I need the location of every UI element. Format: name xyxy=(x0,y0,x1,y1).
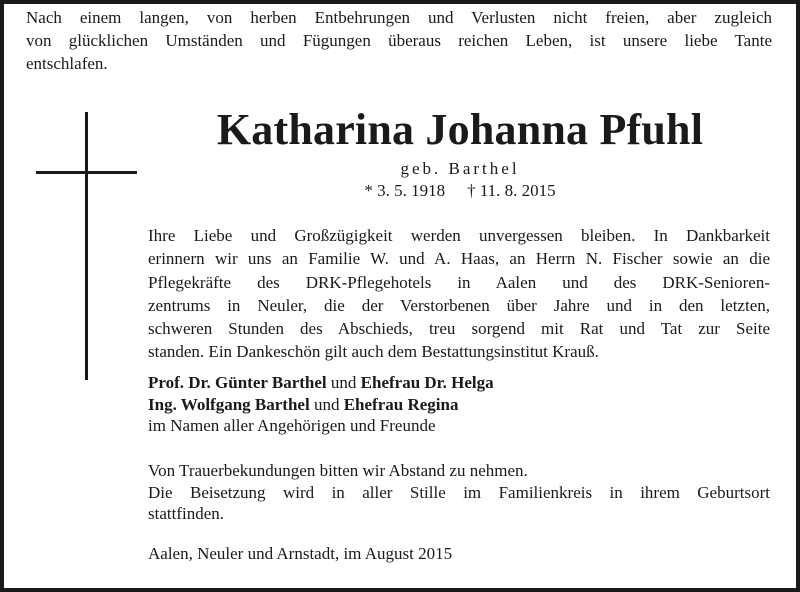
thanks-line: standen. Ein Dankeschön gilt auch dem Bestattungsinstitut Krauß. xyxy=(148,342,599,362)
signer-name: Ing. Wolfgang Barthel xyxy=(148,394,310,414)
signer-name: Prof. Dr. Günter Barthel xyxy=(148,373,327,392)
thanks-line: erinnern wir uns an Familie W. und A. Haas, an Herrn N. Fischer sowie an die xyxy=(148,249,770,269)
notice-line: Von Trauerbekundungen bitten wir Abstand zu nehmen. xyxy=(148,461,528,480)
intro-line: entschlafen. xyxy=(26,54,108,73)
birth-date: * 3. 5. 1918 xyxy=(364,181,446,200)
notice-line: Die Beisetzung wird in aller Stille im Familienkreis in ihrem Geburtsort xyxy=(148,482,770,502)
intro-line: von glücklichen Umständen und Fügungen überaus reichen Leben, ist unsere liebe Tante xyxy=(26,31,772,50)
life-dates xyxy=(150,180,770,202)
intro-line: Nach einem langen, von herben Entbehrungen und Verlusten nicht freien, aber zugleich xyxy=(26,8,772,27)
thanks-paragraph xyxy=(148,224,770,364)
signer-connector: und xyxy=(309,394,344,414)
notice-paragraph xyxy=(148,460,770,525)
intro-paragraph xyxy=(26,6,772,75)
thanks-line: zentrums in Neuler, die der Verstorbenen über Jahre und in den letzten, xyxy=(148,295,770,315)
signer-spouse: Ehefrau Regina xyxy=(343,394,459,414)
signer-spouse: Ehefrau Dr. Helga xyxy=(360,373,494,392)
death-date: † 11. 8. 2015 xyxy=(467,181,556,200)
birth-name: geb. Barthel xyxy=(400,159,520,178)
on-behalf-line: im Namen aller Angehörigen und Freunde xyxy=(148,416,436,435)
cross-horizontal-bar xyxy=(36,171,137,174)
deceased-name: Katharina Johanna Pfuhl xyxy=(216,105,704,154)
thanks-line: Ihre Liebe und Großzügigkeit werden unvergessen bleiben. In Dankbarkeit xyxy=(148,226,770,245)
thanks-line: Pflegekräfte des DRK-Pflegehotels in Aalen und des DRK-Senioren- xyxy=(148,272,770,292)
signer-line xyxy=(148,372,770,394)
place-and-date: Aalen, Neuler und Arnstadt, im August 2015 xyxy=(148,544,453,563)
notice-line: stattfinden. xyxy=(148,504,225,523)
thanks-line: schweren Stunden des Abschieds, treu sorgend mit Rat und Tat zur Seite xyxy=(148,319,770,339)
signer-connector: und xyxy=(326,373,361,392)
cross-vertical-bar xyxy=(85,112,88,380)
signer-line xyxy=(148,394,770,416)
signers-block xyxy=(148,372,770,437)
